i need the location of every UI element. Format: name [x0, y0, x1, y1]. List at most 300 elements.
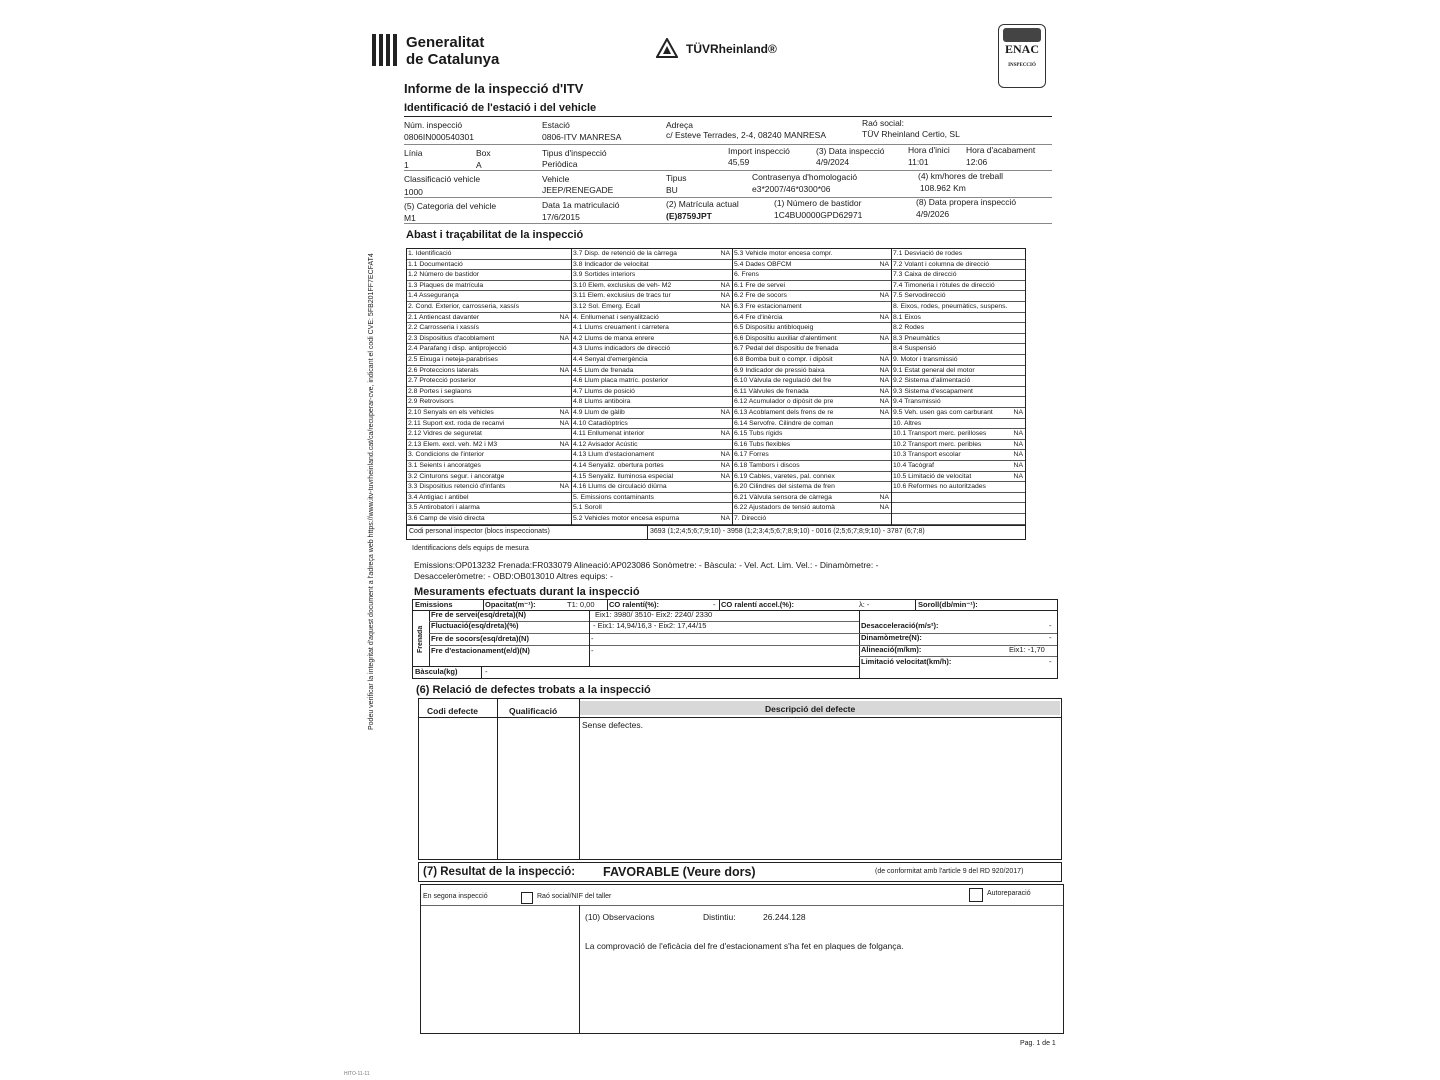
scope-item-label: 4.14 Senyaliz. obertura portes: [573, 462, 664, 469]
t1-value: T1: 0,00: [567, 600, 595, 609]
limit-label: Limitació velocitat(km/h):: [861, 657, 952, 666]
scope-item: [892, 270, 1025, 281]
fluctuacio-label: Fluctuació(esq/dreta)(%): [431, 621, 519, 630]
scope-item-label: 6.14 Servofre. Cilindre de coman: [734, 419, 834, 427]
scope-item-label: 6.10 Vàlvula de regulació del fre: [734, 377, 832, 385]
scope-item-label: 4.1 Llums creuament i carretera: [573, 324, 669, 332]
scope-item-label: 9.3 Sistema d'escapament: [893, 387, 973, 395]
scope-item: [407, 482, 571, 493]
defects-col-desc: Descripció del defecte: [765, 704, 856, 714]
result-value: FAVORABLE (Veure dors): [603, 865, 756, 879]
measures-section-title: Mesuraments efectuats durant la inspecció: [414, 586, 640, 598]
scope-item: [733, 482, 891, 493]
scope-item: [733, 366, 891, 377]
defects-col-codi: Codi defecte: [427, 706, 479, 716]
scope-item: [892, 260, 1025, 271]
scope-item-label: 6.2 Fre de socors: [734, 292, 787, 300]
scope-item-label: 1. Identificació: [408, 250, 452, 257]
scope-item-label: 2.2 Carrosseria i xassís: [408, 324, 480, 332]
dinamo-label: Dinamòmetre(N):: [861, 633, 922, 642]
scope-item: [892, 249, 1025, 260]
scope-item: [892, 408, 1025, 419]
scope-item-label: 2.10 Senyals en els vehicles: [408, 409, 494, 416]
scope-item: [407, 472, 571, 483]
scope-item-label: 3.10 Elem. exclusius de veh- M2: [573, 281, 672, 289]
adreca-value: c/ Esteve Terrades, 2-4, 08240 MANRESA: [666, 130, 827, 140]
scope-item-label: 1.3 Plaques de matrícula: [408, 281, 484, 289]
fre-estac-label: Fre d'estacionament(e/d)(N): [431, 646, 530, 655]
scope-item: [572, 366, 732, 377]
scope-item-label: 4.2 Llums de marxa enrere: [573, 334, 655, 342]
tipus-insp-value: Periòdica: [542, 159, 578, 169]
scope-item-na: NA: [879, 377, 889, 385]
distintiu-value: 26.244.128: [763, 912, 806, 922]
bastidor-label: (1) Número de bastidor: [774, 198, 862, 208]
segona-label: En segona inspecció: [423, 893, 488, 900]
hora-ini-label: Hora d'inici: [908, 145, 950, 155]
scope-item: [572, 419, 732, 430]
scope-item-label: 9.4 Transmissió: [893, 398, 941, 406]
scope-item-label: 6.3 Fre estacionament: [734, 303, 802, 310]
scope-item-label: 6.5 Dispositiu antibloqueig: [734, 324, 814, 332]
obs-text: La comprovació de l'eficàcia del fre d'estacionament s'ha fet en plaques de folgança.: [585, 941, 904, 951]
segona-checkbox[interactable]: [521, 892, 533, 904]
scope-item-label: 2.5 Eixuga i neteja-parabrises: [408, 356, 498, 363]
soroll-label: Soroll(db/min⁻¹):: [918, 600, 978, 609]
scope-item: [892, 397, 1025, 408]
scope-item: [733, 260, 891, 271]
num-label: Núm. inspecció: [404, 120, 463, 130]
scope-item-label: 8.1 Eixos: [893, 313, 921, 321]
km-value: 108.962 Km: [920, 183, 966, 193]
scope-item-label: 2.8 Portes i seglaons: [408, 387, 472, 395]
emissions-label: Emissions: [415, 600, 453, 609]
dinamo-value: -: [1049, 633, 1052, 642]
scope-item-label: 7.5 Servodirecció: [893, 292, 946, 300]
scope-item: [572, 313, 732, 324]
scope-item-label: 6.19 Cables, varetes, pal. connex: [734, 472, 835, 480]
codi-inspector-value: 3693 (1;2;4;5;6;7;9;10) - 3958 (1;2;3;4;5;6;7;8;9;10) - 0016 (2;5;6;7;8;9;10) - 3787 (6;7;8): [650, 528, 925, 535]
scope-item-label: 5.3 Vehicle motor encesa compr.: [734, 250, 833, 257]
scope-item-label: 3.2 Cinturons segur. i ancoratge: [408, 472, 505, 480]
scope-item: [733, 450, 891, 461]
result-bar: [418, 862, 1062, 882]
scope-item: [892, 323, 1025, 334]
scope-item: [892, 376, 1025, 387]
hora-ini-value: 11:01: [908, 157, 929, 167]
alineacio-value: Eix1: -1,70: [1009, 645, 1045, 654]
scope-item-label: 6.8 Bomba buit o compr. i dipòsit: [734, 356, 833, 363]
scope-item: [733, 302, 891, 313]
classif-label: Classificació vehicle: [404, 174, 481, 184]
desacc-value: -: [1049, 621, 1052, 630]
scope-item: [572, 429, 732, 440]
scope-item-na: NA: [559, 334, 569, 342]
scope-item: [572, 302, 732, 313]
scope-item-label: 2.7 Protecció posterior: [408, 377, 477, 385]
km-label: (4) km/hores de treball: [918, 171, 1004, 181]
scope-item: [892, 302, 1025, 313]
scope-item-label: 4.12 Avisador Acústic: [573, 440, 638, 448]
scope-item-label: 6.13 Acoblament dels frens de re: [734, 409, 834, 416]
scope-item-label: 6.6 Dispositiu auxiliar d'alentiment: [734, 334, 837, 342]
scope-item: [407, 291, 571, 302]
matric-label: (2) Matrícula actual: [666, 199, 739, 209]
scope-item: [407, 419, 571, 430]
scope-item-label: 7.2 Volant i columna de direcció: [893, 260, 989, 268]
scope-item-na: NA: [559, 366, 569, 374]
matric-value: (E)8759JPT: [666, 211, 712, 221]
scope-item-label: 6.20 Cilindres del sistema de fren: [734, 483, 835, 491]
limit-value: -: [1049, 657, 1052, 666]
generalitat-logo-icon: [370, 34, 398, 66]
scope-item-na: NA: [1013, 430, 1023, 438]
homol-label: Contrasenya d'homologació: [752, 172, 858, 182]
inspection-report-page: [370, 20, 1070, 1060]
scope-item-na: NA: [559, 440, 569, 448]
classif-value: 1000: [404, 187, 423, 197]
generalitat-name: [406, 34, 499, 68]
scope-item: [733, 270, 891, 281]
scope-item-label: 6.18 Tambors i discos: [734, 462, 800, 469]
scope-item-na: NA: [879, 366, 889, 374]
scope-item: [407, 355, 571, 366]
scope-item: [407, 397, 571, 408]
fre-servei-label: Fre de servei(esq/dreta)(N): [431, 610, 527, 619]
rao-value: TÜV Rheinland Certio, SL: [862, 129, 960, 139]
generalitat-line2: de Catalunya: [406, 51, 500, 68]
scope-item-label: 4.4 Senyal d'emergència: [573, 356, 648, 363]
scope-item-na: NA: [559, 483, 569, 491]
scope-item: [892, 291, 1025, 302]
scope-item: [733, 344, 891, 355]
scope-item: [892, 503, 1025, 514]
scope-item-label: 7.3 Caixa de direcció: [893, 271, 957, 279]
equips-line1: Emissions:OP013232 Frenada:FR033079 Alineació:AP023086 Sonòmetre: - Bàscula: - Vel. Act. Lim. Vel.: - Dinamòmetre: -: [414, 560, 879, 570]
scope-item-label: 8.3 Pneumàtics: [893, 334, 940, 342]
scope-item: [407, 493, 571, 504]
cat-value: M1: [404, 213, 416, 223]
scope-item: [733, 503, 891, 514]
generalitat-line1: Generalitat: [406, 34, 485, 51]
scope-item-label: 4.7 Llums de posició: [573, 387, 635, 395]
equips-label: Identificacions dels equips de mesura: [412, 545, 529, 552]
scope-item: [407, 503, 571, 514]
matric-data-label: Data 1a matriculació: [542, 200, 620, 210]
scope-item-na: NA: [559, 409, 569, 416]
scope-item-label: 6.17 Forres: [734, 451, 769, 459]
scope-item-label: 3.4 Antigiac i antibel: [408, 493, 469, 501]
scope-item-label: 4.15 Senyaliz. lluminosa especial: [573, 472, 674, 480]
scope-item-na: NA: [1013, 409, 1023, 416]
box-value: A: [476, 160, 482, 170]
scope-item: [407, 313, 571, 324]
scope-item-label: 2.3 Dispositius d'acoblament: [408, 334, 495, 342]
scope-item: [572, 482, 732, 493]
co-accel-value: λ: -: [859, 600, 870, 609]
propera-label: (8) Data propera inspecció: [916, 197, 1017, 207]
scope-item-label: 7. Direcció: [734, 515, 767, 522]
tuv-logo: TÜVRheinland®: [686, 42, 777, 56]
scope-item-label: 4.13 Llum d'estacionament: [573, 451, 655, 459]
scope-item-label: 4.16 Llums de circulació diürna: [573, 483, 667, 491]
enac-label: ENAC: [1004, 42, 1039, 56]
autorep-checkbox[interactable]: [969, 888, 983, 902]
data-value: 4/9/2024: [816, 157, 850, 167]
scope-item-label: 4.9 Llum de gàlib: [573, 409, 625, 416]
scope-item: [892, 334, 1025, 345]
scope-item: [892, 429, 1025, 440]
fre-socors-label: Fre de socors(esq/dreta)(N): [431, 634, 529, 643]
tipus-insp-label: Tipus d'inspecció: [542, 148, 607, 158]
scope-item: [407, 323, 571, 334]
scope-item: [407, 408, 571, 419]
scope-item: [733, 514, 891, 525]
scope-item-label: 6.16 Tubs flexibles: [734, 440, 791, 448]
scope-item: [407, 514, 571, 525]
scope-item: [407, 344, 571, 355]
scope-item-label: 5.4 Dades OBFCM: [734, 260, 792, 268]
scope-item-label: 6.21 Vàlvula sensora de càrrega: [734, 493, 832, 501]
scope-item-label: 5.2 Vehicles motor encesa espurna: [573, 515, 680, 522]
scope-item: [733, 387, 891, 398]
side-note: Podeu verificar la integritat d'aquest document a l'adreça web https://www.itv-tuvrheinland.cat/ca/recuperar-cve, indicant el codi CVE: 5FB201FF7ECFAT4: [368, 253, 375, 730]
co-ralenti-label: CO ralentí(%):: [609, 600, 660, 609]
autorep-label: Autoreparació: [987, 890, 1031, 897]
scope-item: [733, 419, 891, 430]
scope-item: [407, 461, 571, 472]
scope-item-label: 8.2 Rodes: [893, 324, 924, 332]
import-label: Import inspecció: [728, 146, 790, 156]
scope-item: [572, 503, 732, 514]
linia-value: 1: [404, 160, 409, 170]
scope-item-na: NA: [720, 430, 730, 438]
scope-item-label: 3.5 Antirobatori i alarma: [408, 504, 480, 512]
defects-table: [418, 698, 1062, 860]
scope-item: [733, 440, 891, 451]
observations-box: [420, 884, 1064, 1034]
scope-item-na: NA: [879, 334, 889, 342]
scope-item-label: 4.5 Llum de frenada: [573, 366, 634, 374]
scope-item-na: NA: [720, 515, 730, 522]
co-ralenti-value: -: [713, 600, 716, 609]
scope-item: [733, 429, 891, 440]
scope-item: [572, 344, 732, 355]
scope-item: [892, 419, 1025, 430]
scope-item: [572, 281, 732, 292]
scope-item: [407, 387, 571, 398]
fluctuacio-value: - Eix1: 14,94/16,3 - Eix2: 17,44/15: [593, 621, 707, 630]
scope-item: [733, 249, 891, 260]
scope-item-label: 2.12 Vidres de seguretat: [408, 430, 482, 438]
scope-item-label: 3.12 Sol. Emerg. Ecall: [573, 303, 641, 310]
hora-fi-label: Hora d'acabament: [966, 145, 1036, 155]
scope-item-label: 3. Condicions de l'interior: [408, 451, 485, 459]
page-number: Pag. 1 de 1: [1020, 1040, 1056, 1047]
scope-item-na: NA: [720, 409, 730, 416]
scope-item: [572, 334, 732, 345]
num-value: 0806IN000540301: [404, 132, 474, 142]
fre-servei-value: Eix1: 3980/ 3510- Eix2: 2240/ 2330: [595, 610, 713, 619]
scope-item-na: NA: [879, 398, 889, 406]
scope-item-label: 4.6 Llum placa matríc. posterior: [573, 377, 669, 385]
adreca-label: Adreça: [666, 120, 693, 130]
scope-item: [407, 376, 571, 387]
scope-item-label: 10.6 Reformes no autoritzades: [893, 483, 986, 491]
scope-item-label: 3.3 Dispositius retenció d'infants: [408, 483, 506, 491]
scope-item-na: NA: [879, 493, 889, 501]
scope-item-label: 6.4 Fre d'inèrcia: [734, 313, 783, 321]
scope-item: [572, 450, 732, 461]
scope-item-na: NA: [559, 419, 569, 427]
scope-item-na: NA: [879, 292, 889, 300]
propera-value: 4/9/2026: [916, 209, 950, 219]
scope-item-na: NA: [720, 250, 730, 257]
scope-item-na: NA: [879, 313, 889, 321]
scope-item: [572, 461, 732, 472]
scope-item-label: 10. Altres: [893, 419, 922, 427]
scope-item-label: 8. Eixos, rodes, pneumàtics, suspens.: [893, 303, 1008, 310]
scope-item-label: 2.11 Suport ext. roda de recanvi: [408, 419, 505, 427]
scope-item-label: 3.11 Elem. exclusius de tracs tur: [573, 292, 671, 300]
scope-item: [572, 440, 732, 451]
scope-item: [407, 302, 571, 313]
measures-table: [412, 599, 1058, 679]
scope-item-label: 10.4 Tacògraf: [893, 462, 935, 469]
estacio-value: 0806-ITV MANRESA: [542, 132, 622, 142]
defects-desc: Sense defectes.: [582, 720, 643, 730]
equips-line2: Desacceleròmetre: - OBD:OB013010 Altres equips: -: [414, 571, 613, 581]
scope-item-label: 2. Cond. Exterior, carrosseria, xassís: [408, 303, 520, 310]
scope-item-label: 6.11 Vàlvules de frenada: [734, 387, 809, 395]
codi-inspector-label: Codi personal inspector (blocs inspeccionats): [409, 528, 550, 535]
tipus-label: Tipus: [666, 173, 687, 183]
import-value: 45,59: [728, 157, 750, 167]
vehicle-label: Vehicle: [542, 174, 570, 184]
defects-col-qual: Qualificació: [509, 706, 558, 716]
scope-item-na: NA: [879, 387, 889, 395]
scope-item-label: 1.2 Número de bastidor: [408, 271, 480, 279]
scope-item: [892, 514, 1025, 525]
distintiu-label: Distintiu:: [703, 912, 736, 922]
scope-item: [733, 408, 891, 419]
scope-item: [733, 355, 891, 366]
scope-item: [572, 249, 732, 260]
scope-item-label: 3.9 Sortides interiors: [573, 271, 636, 279]
scope-item: [733, 313, 891, 324]
scope-item-label: 10.1 Transport merc. perilloses: [893, 430, 987, 438]
alineacio-label: Alineació(m/km):: [861, 645, 922, 654]
scope-item: [407, 249, 571, 260]
result-label: (7) Resultat de la inspecció:: [423, 866, 576, 878]
ident-section-title: Identificació de l'estació i del vehicle: [404, 102, 597, 114]
scope-item-na: NA: [720, 281, 730, 289]
scope-item: [892, 355, 1025, 366]
scope-item-label: 2.13 Elem. excl. veh. M2 i M3: [408, 440, 498, 448]
scope-item-label: 7.4 Timoneria i ròtules de direcció: [893, 281, 995, 289]
scope-item: [572, 376, 732, 387]
scope-item-label: 9.1 Estat general del motor: [893, 366, 975, 374]
scope-item: [572, 493, 732, 504]
bascula-value: -: [485, 667, 488, 676]
footer-code: HITO-11-11: [344, 1071, 370, 1077]
defects-section-title: (6) Relació de defectes trobats a la inspecció: [416, 684, 651, 696]
scope-item-label: 4. Enllumenat i senyalització: [573, 313, 659, 321]
scope-item-na: NA: [1013, 440, 1023, 448]
scope-item: [733, 376, 891, 387]
enac-sub: INSPECCIÓ: [1008, 63, 1036, 68]
scope-item-label: 4.8 Llums antiboira: [573, 398, 631, 406]
scope-item-label: 10.2 Transport merc. peribles: [893, 440, 982, 448]
enac-logo: [998, 24, 1046, 88]
scope-item: [733, 493, 891, 504]
scope-item: [892, 344, 1025, 355]
tuv-triangle-icon: [656, 38, 678, 58]
scope-item-label: 4.3 Llums indicadors de direcció: [573, 345, 671, 353]
scope-item-label: 1.4 Assegurança: [408, 292, 459, 300]
scope-item-na: NA: [720, 451, 730, 459]
scope-item-label: 2.6 Proteccions laterals: [408, 366, 479, 374]
scope-item-label: 3.7 Disp. de retenció de la càrrega: [573, 250, 677, 257]
scope-item: [572, 323, 732, 334]
scope-item-label: 9.5 Veh. usen gas com carburant: [893, 409, 993, 416]
scope-item-label: 4.10 Catadiòptrics: [573, 419, 628, 427]
scope-table: [406, 248, 1026, 540]
scope-item: [572, 260, 732, 271]
scope-item-label: 6.22 Ajustadors de tensió automà: [734, 504, 835, 512]
scope-item-na: NA: [720, 292, 730, 300]
scope-item-na: NA: [720, 472, 730, 480]
scope-item-label: 10.3 Transport escolar: [893, 451, 961, 459]
scope-item-label: 6.15 Tubs rígids: [734, 430, 783, 438]
scope-item-na: NA: [1013, 472, 1023, 480]
result-note: (de conformitat amb l'article 9 del RD 920/2017): [875, 868, 1024, 875]
tipus-value: BU: [666, 185, 678, 195]
scope-item-label: 2.1 Antiencast davanter: [408, 313, 480, 321]
scope-item-label: 3.1 Seients i ancoratges: [408, 462, 481, 469]
scope-item: [892, 281, 1025, 292]
scope-item: [407, 450, 571, 461]
scope-item-label: 2.4 Parafang i disp. antiprojecció: [408, 345, 507, 353]
scope-item: [407, 366, 571, 377]
hora-fi-value: 12:06: [966, 157, 988, 167]
scope-item-label: 8.4 Suspensió: [893, 345, 937, 353]
scope-section-title: Abast i traçabilitat de la inspecció: [406, 229, 584, 241]
scope-item: [407, 281, 571, 292]
rao-label: Raó social:: [862, 118, 905, 128]
scope-item: [892, 313, 1025, 324]
scope-item: [892, 450, 1025, 461]
scope-item: [892, 387, 1025, 398]
vehicle-value: JEEP/RENEGADE: [542, 185, 614, 195]
scope-item-label: 3.8 Indicador de velocitat: [573, 260, 649, 268]
cat-label: (5) Categoria del vehicle: [404, 201, 497, 211]
matric-data-value: 17/6/2015: [542, 212, 580, 222]
page-title: Informe de la inspecció d'ITV: [404, 81, 584, 96]
scope-item: [572, 514, 732, 525]
scope-item: [733, 461, 891, 472]
scope-item-na: NA: [720, 303, 730, 310]
opacitat-label: Opacitat(m⁻¹):: [485, 600, 536, 609]
scope-item: [733, 281, 891, 292]
scope-item: [892, 366, 1025, 377]
desacc-label: Desacceleració(m/s²):: [861, 621, 939, 630]
homol-value: e3*2007/46*0300*06: [752, 184, 831, 194]
scope-item: [892, 461, 1025, 472]
scope-item-label: 6.9 Indicador de pressió baixa: [734, 366, 825, 374]
scope-item: [733, 334, 891, 345]
scope-item: [892, 482, 1025, 493]
